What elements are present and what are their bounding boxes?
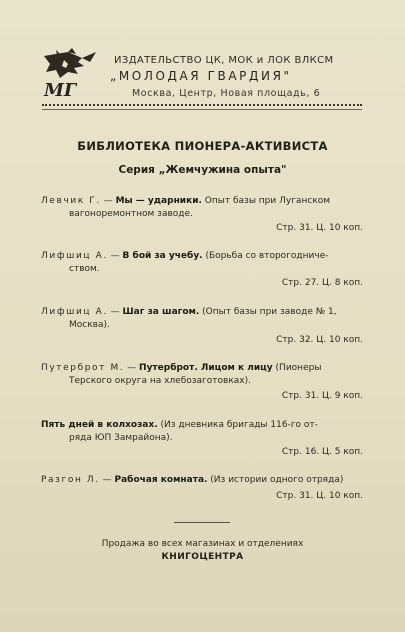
entry-line-1 bbox=[41, 419, 363, 432]
entry-description: (Из дневника бригады 116-го от- bbox=[157, 420, 318, 430]
publisher-organizations: ИЗДАТЕЛЬСТВО ЦК, МОК и ЛОК ВЛКСМ bbox=[114, 55, 334, 66]
entry-book-title: Путерброт. Лицом к лицу bbox=[139, 363, 273, 373]
entry-line-1 bbox=[41, 474, 363, 487]
header-divider-line bbox=[42, 109, 362, 110]
catalog-entry bbox=[41, 419, 363, 445]
entry-line-1 bbox=[41, 250, 363, 263]
entry-price: Стр. 31. Ц. 10 коп. bbox=[276, 491, 363, 501]
sale-notice: Продажа во всех магазинах и отделениях bbox=[101, 539, 304, 549]
publisher-name: „МОЛОДАЯ ГВАРДИЯ" bbox=[110, 69, 292, 83]
entry-description-continued: Москва). bbox=[69, 320, 110, 330]
series-title: Серия „Жемчужина опыта" bbox=[118, 164, 287, 176]
entry-description-continued: Терского округа на хлебозаготовках). bbox=[69, 376, 251, 386]
entry-line-1 bbox=[41, 306, 363, 319]
entry-separator: — bbox=[107, 307, 123, 317]
library-title: БИБЛИОТЕКА ПИОНЕРА-АКТИВИСТА bbox=[77, 139, 328, 153]
catalog-entry bbox=[41, 474, 363, 487]
entry-book-title: Шаг за шагом. bbox=[122, 307, 200, 317]
logo-letters: МГ bbox=[44, 80, 77, 100]
entry-separator: — bbox=[99, 475, 115, 485]
entry-separator: — bbox=[107, 251, 123, 261]
entry-separator: — bbox=[100, 196, 116, 206]
entry-book-title: Мы — ударники. bbox=[115, 196, 202, 206]
entry-author: Лифшиц А. bbox=[41, 251, 108, 261]
entry-price: Стр. 27. Ц. 8 коп. bbox=[281, 278, 363, 288]
publisher-address: Москва, Центр, Новая площадь, 6 bbox=[132, 88, 321, 99]
entry-price: Стр. 31. Ц. 9 коп. bbox=[281, 391, 363, 401]
entry-author: Лифшиц А. bbox=[41, 307, 108, 317]
entry-separator: — bbox=[124, 363, 140, 373]
footer-divider bbox=[174, 522, 230, 523]
catalog-entry bbox=[41, 250, 363, 276]
entry-description-continued: ряда ЮП Замрайона). bbox=[69, 433, 173, 443]
entry-description-continued: ством. bbox=[69, 264, 100, 274]
entry-description-continued: вагоноремонтном заводе. bbox=[69, 209, 193, 219]
entry-description: (Опыт базы при заводе № 1, bbox=[199, 307, 337, 317]
entry-author: Разгон Л. bbox=[41, 475, 100, 485]
entry-price: Стр. 16. Ц. 5 коп. bbox=[281, 447, 363, 457]
header-divider-dotted bbox=[42, 104, 362, 108]
sale-distributor: КНИГОЦЕНТРА bbox=[161, 552, 244, 562]
entry-book-title: Рабочая комната. bbox=[114, 475, 208, 485]
entry-description: (Пионеры bbox=[272, 363, 322, 373]
entry-author: Левчик Г. bbox=[41, 196, 101, 206]
catalog-entry bbox=[41, 362, 363, 388]
entry-price: Стр. 32. Ц. 10 коп. bbox=[276, 335, 363, 345]
catalog-entry bbox=[41, 306, 363, 332]
catalog-entry bbox=[41, 195, 363, 221]
entry-price: Стр. 31. Ц. 10 коп. bbox=[276, 223, 363, 233]
entry-line-1 bbox=[41, 362, 363, 375]
entry-author: Путерброт М. bbox=[41, 363, 125, 373]
entry-book-title: В бой за учебу. bbox=[122, 251, 203, 261]
entry-book-title: Пять дней в колхозах. bbox=[41, 420, 158, 430]
entry-description: (Из истории одного отряда) bbox=[207, 475, 344, 485]
entry-line-1 bbox=[41, 195, 363, 208]
molodaya-gvardiya-logo-icon bbox=[38, 46, 100, 100]
entry-description: Опыт базы при Луганском bbox=[201, 196, 331, 206]
entry-description: (Борьба со второгодниче- bbox=[202, 251, 329, 261]
